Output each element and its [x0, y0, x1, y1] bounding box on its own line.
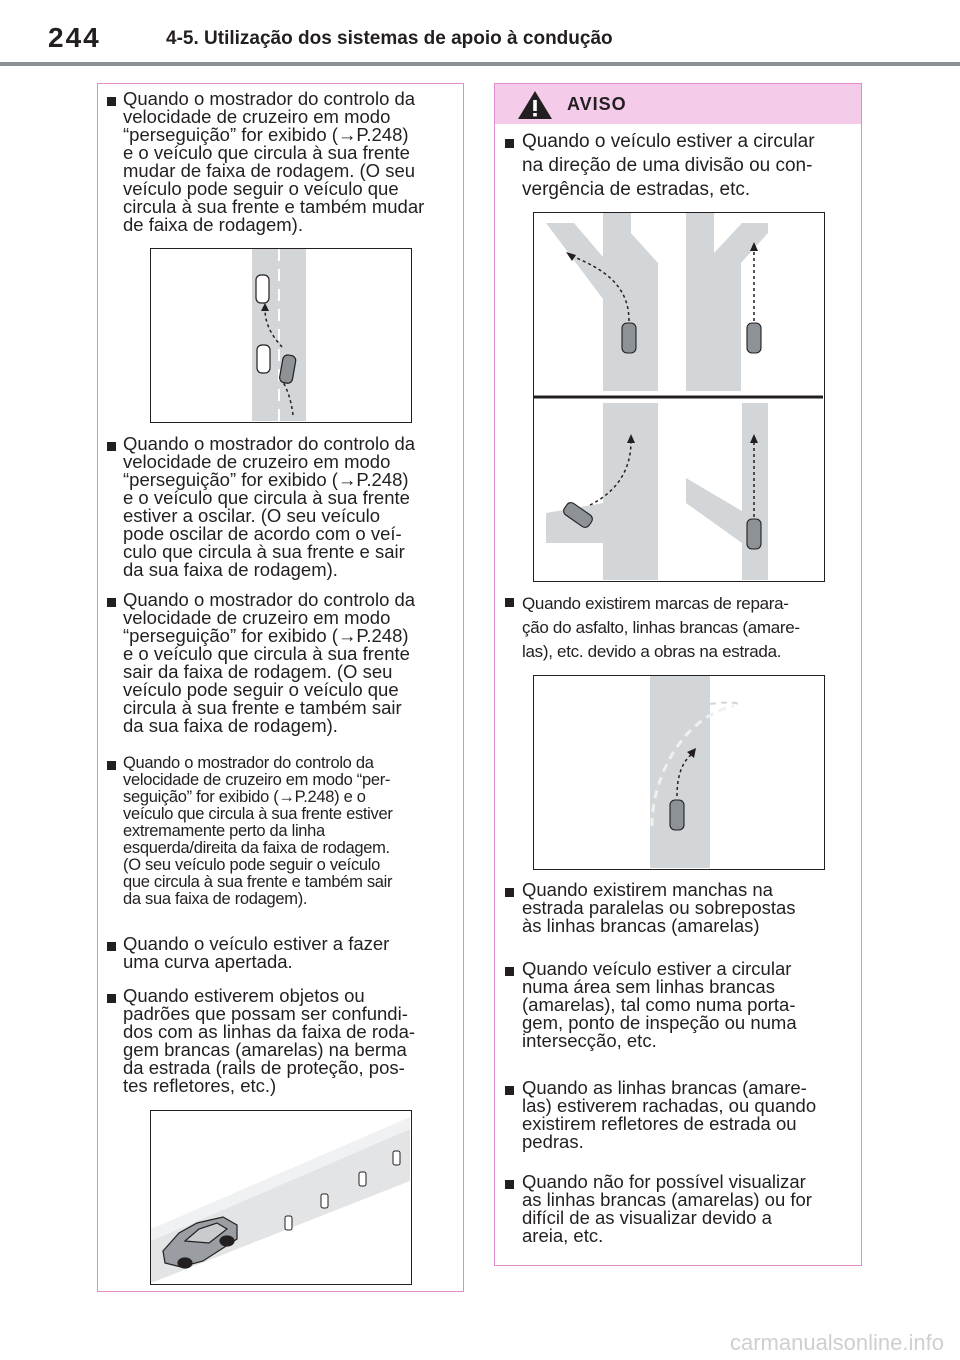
bullet-marker: [505, 598, 514, 607]
bullet-marker: [107, 942, 116, 951]
bullet-marker: [107, 994, 116, 1003]
warning-item: Quando existirem marcas de repara- ção do asfalto, linhas brancas (amare- las), etc. devido a obras na estrada.: [522, 594, 800, 661]
figure-road-split: [533, 212, 825, 582]
bullet-marker: [505, 888, 514, 897]
warning-item: Quando as linhas brancas (amare- las) estiverem rachadas, ou quando existirem refletores de estrada ou pedras.: [522, 1077, 817, 1152]
condition-item: Quando o mostrador do controlo da velocidade de cruzeiro em modo “perseguição” for exibido (→P.248) e o veículo que circula à sua frente mudar de faixa de rodagem. (O seu veículo pode seguir o veículo que circula à sua frente e também mudar de faixa de rodagem).: [123, 88, 425, 235]
right-column: [494, 83, 862, 1266]
warning-item: Quando veículo estiver a circular numa área sem linhas brancas (amarelas), tal como numa porta- gem, ponto de inspeção ou numa intersecção, etc.: [522, 958, 797, 1051]
bullet-marker: [505, 139, 514, 148]
condition-item: Quando estiverem objetos ou padrões que possam ser confundi- dos com as linhas da faixa de roda- gem brancas (amarelas) na berma da estrada (rails de proteção, pos- tes refletores, etc.): [123, 985, 416, 1096]
bullet-marker: [505, 1180, 514, 1189]
warning-triangle-icon: [517, 90, 553, 120]
bullet-marker: [505, 967, 514, 976]
condition-item: Quando o mostrador do controlo da velocidade de cruzeiro em modo “per- seguição” for exibido (→P.248) e o veículo que circula à sua frente estiver extremamente perto da linha esquerda/direita da faixa de rodagem. (O seu veículo pode seguir o veículo que circula à sua frente e também sair da sua faixa de rodagem).: [123, 754, 393, 908]
bullet-marker: [107, 598, 116, 607]
figure-road-repairs: [533, 675, 825, 870]
bullet-marker: [107, 442, 116, 451]
figure-lane-change: [150, 248, 412, 423]
footer-watermark: carmanualsonline.info: [729, 1330, 944, 1355]
bullet-marker: [107, 761, 116, 770]
condition-item: Quando o mostrador do controlo da velocidade de cruzeiro em modo “perseguição” for exibido (→P.248) e o veículo que circula à sua frente sair da faixa de rodagem. (O seu veículo pode seguir o veículo que circula à sua frente e também sair da sua faixa de rodagem).: [123, 589, 416, 736]
condition-item: Quando o mostrador do controlo da velocidade de cruzeiro em modo “perseguição” for exibido (→P.248) e o veículo que circula à sua frente estiver a oscilar. (O seu veículo pode oscilar de acordo com o veí- culo que circula à sua frente e sair da sua faixa de rodagem).: [123, 433, 416, 580]
header-rule: [0, 62, 960, 66]
warning-item: Quando não for possível visualizar as linhas brancas (amarelas) ou for difícil de as visualizar devido a areia, etc.: [522, 1171, 812, 1246]
section-title: 4-5. Utilização dos sistemas de apoio à condução: [166, 28, 613, 49]
warning-header: [495, 84, 861, 124]
figure-guardrail-posts: [150, 1110, 412, 1285]
bullet-marker: [505, 1086, 514, 1095]
bullet-marker: [107, 97, 116, 106]
page-header: [0, 0, 960, 66]
warning-label: AVISO: [567, 94, 627, 114]
warning-item: Quando existirem manchas na estrada paralelas ou sobrepostas às linhas brancas (amarelas): [522, 879, 796, 936]
condition-item: Quando o veículo estiver a fazer uma curva apertada.: [123, 933, 390, 972]
warning-item: Quando o veículo estiver a circular na direção de uma divisão ou con- vergência de estradas, etc.: [522, 131, 815, 200]
left-column: [97, 83, 464, 1292]
page-number: 244: [48, 22, 101, 53]
